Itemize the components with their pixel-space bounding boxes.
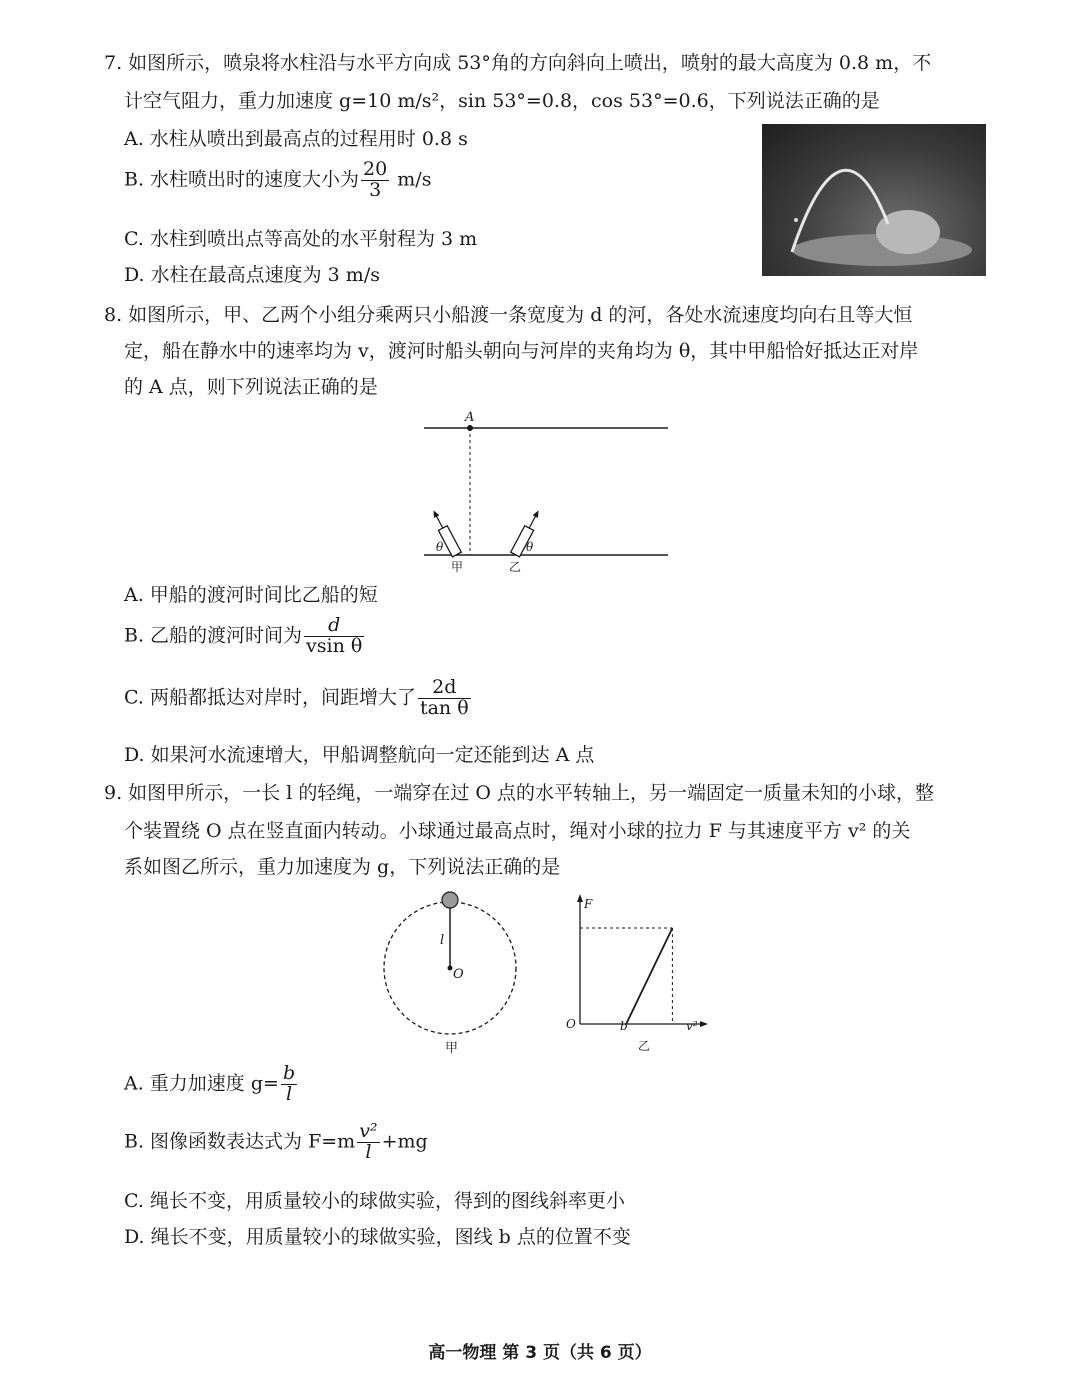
q9-option-a-denominator: l [285, 1082, 293, 1105]
theta-label-yi: θ [526, 540, 534, 554]
q8-option-b-denominator: vsin θ [306, 634, 363, 657]
rope-length-label: l [440, 933, 445, 948]
theta-label-jia: θ [436, 540, 444, 554]
river-crossing-diagram [420, 408, 672, 580]
q9-stem-line1: 9. 如图甲所示，一长 l 的轻绳，一端穿在过 O 点的水平转轴上，另一端固定一质量未知的小球，整 [104, 782, 934, 804]
fountain-photo-drawing [762, 124, 986, 276]
q9-option-a-prefix: A. 重力加速度 g= [124, 1072, 279, 1095]
q8-option-b-fraction [304, 616, 364, 657]
q8-stem-line2: 定，船在静水中的速率均为 v，渡河时船头朝向与河岸的夹角均为 θ，其中甲船恰好抵达正对岸 [124, 340, 919, 362]
x-axis-label: v² [686, 1019, 698, 1033]
q7-stem-line2: 计空气阻力，重力加速度 g=10 m/s²，sin 53°=0.8，cos 53°=0.6，下列说法正确的是 [124, 90, 880, 112]
fountain-photo [762, 124, 986, 276]
q9-option-a [124, 1064, 299, 1105]
q9-option-b-fraction [357, 1122, 379, 1163]
water-drop [794, 218, 798, 222]
q9-option-b [124, 1122, 428, 1163]
q8-option-c-numerator: 2d [418, 678, 471, 699]
q8-option-c-fraction [418, 678, 471, 719]
q7-option-d: D. 水柱在最高点速度为 3 m/s [124, 264, 380, 286]
figure-jia-label: 甲 [445, 1041, 459, 1056]
boat-yi-label: 乙 [509, 560, 522, 574]
q8-option-d: D. 如果河水流速增大，甲船调整航向一定还能到达 A 点 [124, 744, 595, 766]
q7-option-b [124, 160, 431, 201]
q9-stem-line2: 个装置绕 O 点在竖直面内转动。小球通过最高点时，绳对小球的拉力 F 与其速度平方 v² 的关 [124, 820, 911, 842]
origin-label: O [566, 1017, 576, 1031]
q8-stem-line3: 的 A 点，则下列说法正确的是 [124, 376, 378, 398]
point-a-label: A [465, 410, 475, 425]
pivot-o-dot [448, 966, 453, 971]
q8-option-c [124, 678, 473, 719]
q7-stem-line1: 7. 如图所示，喷泉将水柱沿与水平方向成 53°角的方向斜向上喷出，喷射的最大高度为 0.8 m，不 [104, 52, 932, 74]
q7-option-b-numerator: 20 [363, 158, 388, 180]
pivot-o-label: O [453, 967, 464, 982]
q7-option-c: C. 水柱到喷出点等高处的水平射程为 3 m [124, 228, 478, 250]
graph-data-line [626, 928, 672, 1024]
y-axis-arrow [577, 894, 583, 902]
point-a-dot [467, 425, 473, 431]
q9-option-a-fraction [281, 1064, 297, 1105]
q8-stem-line1: 8. 如图所示，甲、乙两个小组分乘两只小船渡一条宽度为 d 的河，各处水流速度均向右且等大恒 [104, 304, 913, 326]
q7-option-b-unit: m/s [397, 168, 432, 191]
q7-option-b-fraction [361, 160, 389, 201]
page-footer: 高一物理 第 3 页（共 6 页） [428, 1343, 652, 1363]
q8-option-c-denominator: tan θ [419, 696, 469, 719]
ball [442, 892, 458, 908]
q9-option-b-suffix: +mg [381, 1130, 428, 1153]
boat-jia-label: 甲 [451, 560, 464, 574]
q8-option-b-numerator: d [304, 616, 364, 637]
q7-option-a: A. 水柱从喷出到最高点的过程用时 0.8 s [124, 128, 468, 150]
x-axis-arrow [700, 1021, 708, 1027]
q9-option-b-denominator: l [365, 1140, 372, 1163]
q9-option-b-prefix: B. 图像函数表达式为 F=m [124, 1130, 356, 1153]
figure-yi-graph [560, 890, 720, 1058]
q9-option-d: D. 绳长不变，用质量较小的球做实验，图线 b 点的位置不变 [124, 1226, 631, 1248]
q7-option-b-prefix: B. 水柱喷出时的速度大小为 [124, 168, 360, 191]
q9-option-c: C. 绳长不变，用质量较小的球做实验，得到的图线斜率更小 [124, 1190, 625, 1212]
q9-stem-line3: 系如图乙所示，重力加速度为 g，下列说法正确的是 [124, 856, 561, 878]
q7-option-b-denominator: 3 [369, 178, 382, 201]
q8-option-b [124, 616, 366, 657]
figure-yi-label: 乙 [638, 1039, 651, 1053]
q8-option-c-prefix: C. 两船都抵达对岸时，间距增大了 [124, 686, 416, 709]
q8-option-b-prefix: B. 乙船的渡河时间为 [124, 624, 303, 647]
q9-option-a-numerator: b [282, 1062, 296, 1084]
q9-option-b-numerator: v² [359, 1120, 378, 1142]
boat-jia [429, 508, 461, 557]
q8-option-a: A. 甲船的渡河时间比乙船的短 [124, 584, 378, 606]
figure-jia-circle [376, 888, 526, 1058]
y-axis-label: F [584, 897, 593, 911]
intercept-b-label: b [620, 1019, 628, 1033]
